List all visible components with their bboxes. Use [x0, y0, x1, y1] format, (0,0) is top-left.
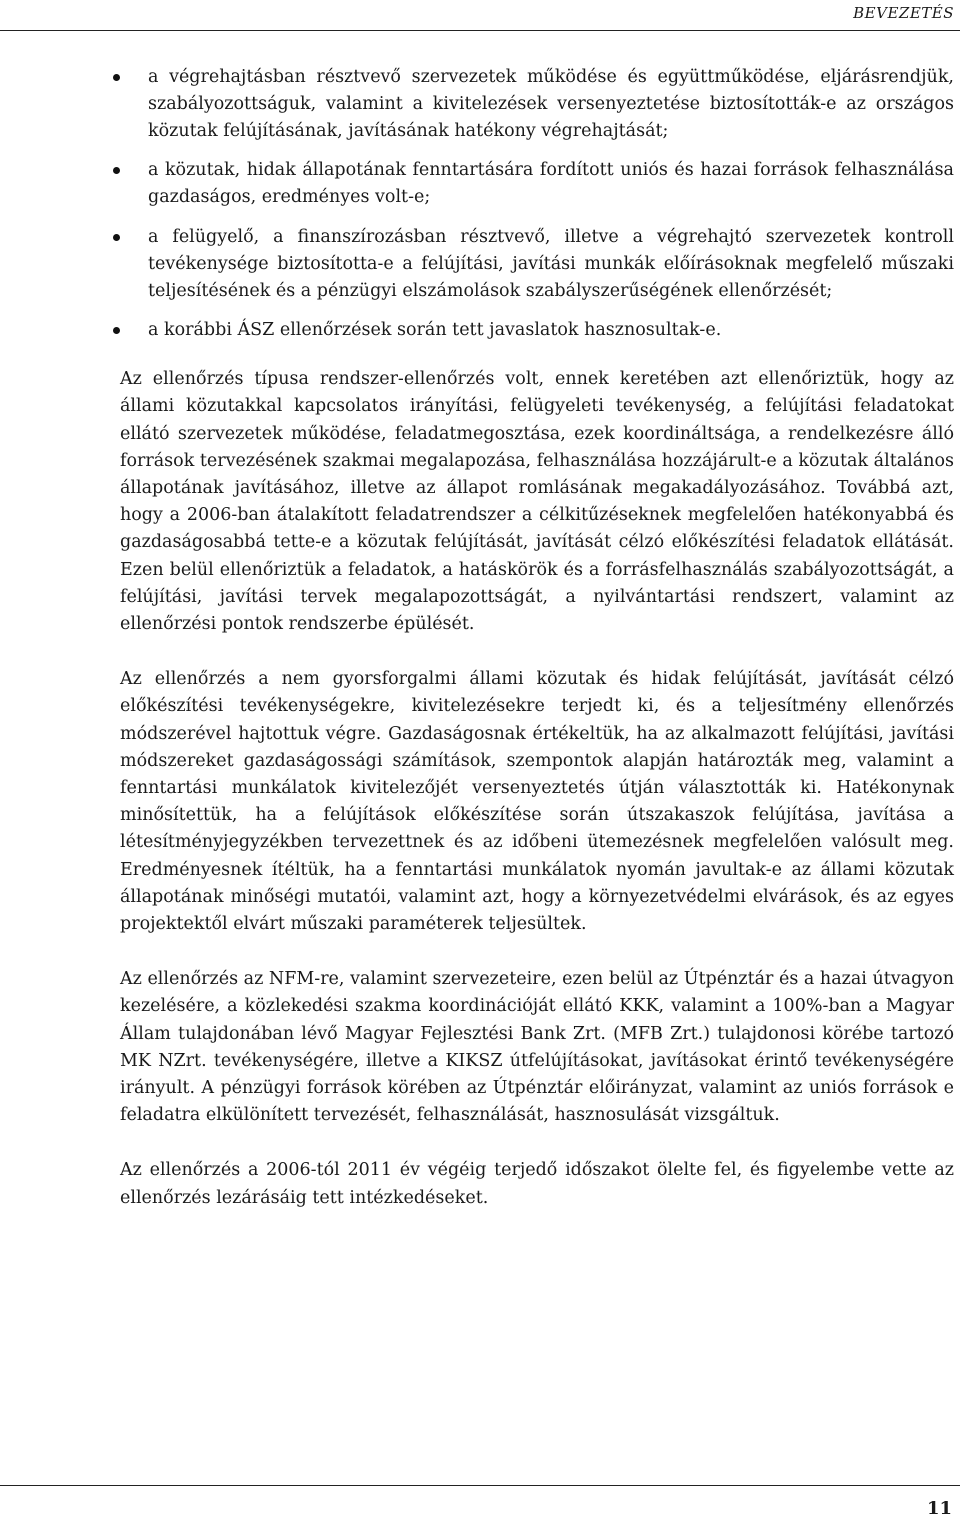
- paragraph-audit-period: Az ellenőrzés a 2006-tól 2011 év végéig terjedő időszakot ölelte fel, és figyelembe vette az ellenőrzés lezárásáig tett intézkedéseket.: [120, 1160, 954, 1208]
- bullet-icon: [113, 234, 120, 241]
- list-item: a korábbi ÁSZ ellenőrzések során tett javaslatok hasznosultak-e.: [120, 317, 954, 344]
- list-item: a felügyelő, a finanszírozásban résztvevő, illetve a végrehajtó szervezetek kontroll tevékenysége biztosította-e a felújítási, javítási munkák előírásoknak megfelelő műszaki teljesítésének és a pénzügyi elszámolások szabályszerűségének ellenőrzését;: [120, 224, 954, 304]
- footer-rule: [0, 1485, 960, 1486]
- page-number: 11: [926, 1498, 952, 1519]
- list-item: a végrehajtásban résztvevő szervezetek működése és együttműködése, eljárásrendjük, szabályozottságuk, valamint a kivitelezések versenyeztetése biztosították-e az országos közutak felújításának, javításának hatékony végrehajtását;: [120, 64, 954, 144]
- paragraph-audited-entities: Az ellenőrzés az NFM-re, valamint szervezeteire, ezen belül az Útpénztár és a hazai útvagyon kezelésére, a közlekedési szakma koordinációját ellátó KKK, valamint a 100%-ban a Magyar Állam tulajdonában lévő Magyar Fejlesztési Bank Zrt. (MFB Zrt.) tulajdonosi körébe tartozó MK NZrt. tevékenységére, illetve a KIKSZ útfelújításokat, javításokat érintő tevékenységére irányult. A pénzügyi források körében az Útpénztár előirányzat, valamint az uniós források e feladatra elkülönített tervezését, felhasználását, hasznosulását vizsgáltuk.: [120, 969, 954, 1126]
- page-content: [120, 64, 954, 1240]
- paragraph-audit-scope: Az ellenőrzés a nem gyorsforgalmi állami közutak és hidak felújítását, javítását célzó előkészítési tevékenységekre, kivitelezésekre terjedt ki, és a teljesítmény ellenőrzés módszerével hajtottuk végre. Gazdaságosnak értékeltük, ha az alkalmazott felújítási, javítási módszereket gazdaságossági számítások, szempontok alapján határozták meg, valamint a fenntartási munkálatok kivitelezőjét versenyeztetés útján választották ki. Hatékonynak minősítettük, ha a felújítások előkészítése során útszakaszok felújítása, javítása a létesítményjegyzékben tervezettnek és az időbeni ütemezésnek megfelelően valósult meg. Eredményesnek ítéltük, ha a fenntartási munkálatok nyomán javultak-e az állami közutak állapotának minőségi mutatói, valamint azt, hogy a környezetvédelmi elvárások, és az egyes projektektől elvárt műszaki paraméterek teljesültek.: [120, 669, 954, 935]
- bullet-icon: [113, 74, 120, 81]
- paragraph-audit-type: Az ellenőrzés típusa rendszer-ellenőrzés volt, ennek keretében azt ellenőriztük, hogy az állami közutakkal kapcsolatos irányítási, felügyeleti tevékenység, a felújítási feladatokat ellátó szervezetek működése, feladatmegosztása, ezek koordináltsága, a rendelkezésre álló források tervezésének szakmai megalapozása, felhasználása hozzájárult-e a közutak általános állapotának javításához, illetve az állapot romlásának megakadályozásához. Továbbá azt, hogy a 2006-ban átalakított feladatrendszer a célkitűzéseknek megfelelően hatékonyabbá és gazdaságosabbá tette-e a közutak felújítását, javítását célzó előkészítési feladatok ellátását. Ezen belül ellenőriztük a feladatok, a hatáskörök és a forrásfelhasználás szabályozottságát, a felújítási, javítási tervek megalapozottságát, a nyilvántartási rendszert, valamint az ellenőrzési pontok rendszerbe épülését.: [120, 369, 954, 634]
- header-rule: [0, 30, 960, 31]
- running-header: BEVEZETÉS: [853, 4, 954, 22]
- bullet-icon: [113, 327, 120, 334]
- bullet-list: [120, 64, 954, 344]
- bullet-icon: [113, 167, 120, 174]
- list-item: a közutak, hidak állapotának fenntartására fordított uniós és hazai források felhasználása gazdaságos, eredményes volt-e;: [120, 157, 954, 211]
